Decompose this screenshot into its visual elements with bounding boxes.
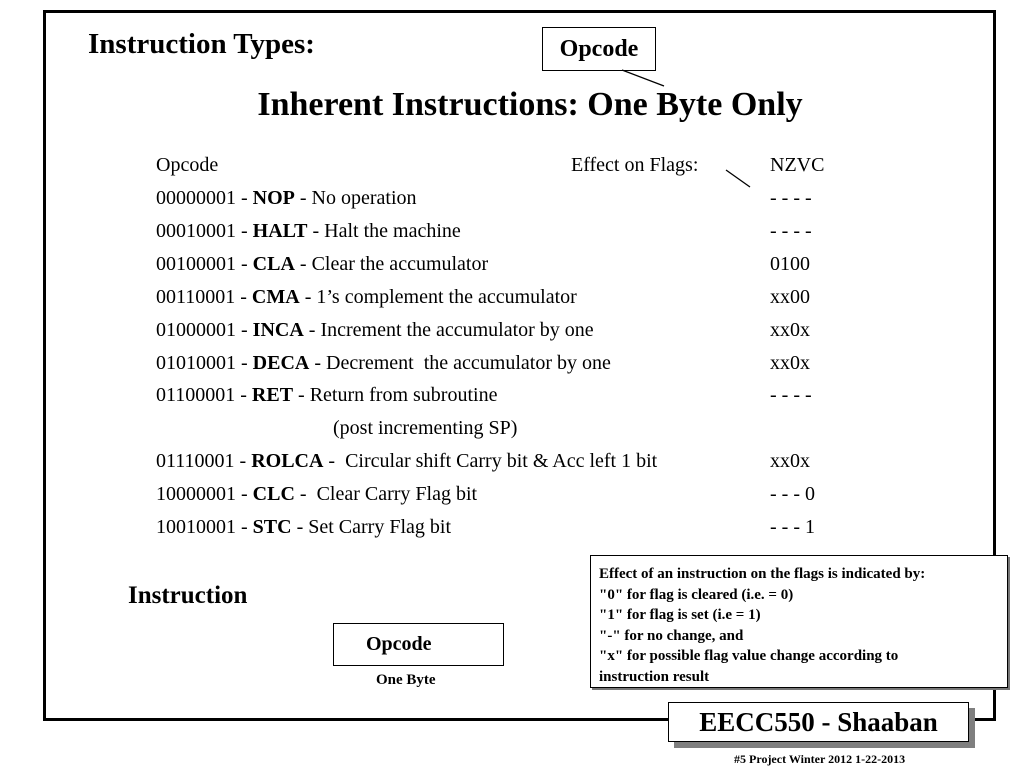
opcode-bits: 01110001 - [156,450,252,472]
mnemonic: CMA [251,286,300,308]
opcode-bits: 10010001 - [156,516,253,538]
instruction-row [156,220,461,243]
mnemonic: RET [251,384,294,406]
instruction-row [156,516,451,539]
instruction-row [156,286,577,309]
opcode-bits: 01000001 - [156,319,253,341]
instruction-row [156,187,417,210]
mnemonic: HALT [252,220,308,242]
instruction-row [156,384,497,407]
opcode-bits: 00000001 - [156,187,253,209]
opcode-bits: 10000001 - [156,483,253,505]
mnemonic: INCA [252,319,304,341]
instruction-row [156,319,594,342]
instruction-row [156,352,611,375]
instruction-description: - Clear the accumulator [294,253,489,275]
instruction-description: - Increment the accumulator by one [303,319,594,341]
flag-effect: - - - - [770,220,812,242]
legend-line: "0" for flag is cleared (i.e. = 0) [599,586,794,603]
mnemonic: DECA [252,352,310,374]
flag-effect: xx0x [770,450,810,472]
instruction-description: - No operation [294,187,417,209]
flag-effect: - - - - [770,384,812,406]
instruction-description: - Set Carry Flag bit [291,516,452,538]
instruction-description: - 1’s complement the accumulator [299,286,577,308]
instruction-description: - Halt the machine [307,220,461,242]
flag-effect: 0100 [770,253,810,275]
slide-title: Instruction Types: [88,28,315,60]
mnemonic: NOP [252,187,295,209]
instruction-row [156,450,657,473]
slide-heading: Inherent Instructions: One Byte Only [257,86,803,123]
instruction-description: - Circular shift Carry bit & Acc left 1 bit [323,450,658,472]
flag-effect: - - - 1 [770,516,815,538]
slide-footer: #5 Project Winter 2012 1-22-2013 [734,752,906,766]
instruction-description: - Clear Carry Flag bit [294,483,478,505]
legend-line: instruction result [599,668,710,685]
instruction-format-label: Instruction [128,582,248,609]
opcode-bits: 00010001 - [156,220,253,242]
legend-line: "1" for flag is set (i.e = 1) [599,607,761,623]
flag-effect: - - - 0 [770,483,815,505]
instruction-row [156,253,488,276]
instruction-description: - Return from subroutine [293,384,498,406]
legend-line: Effect of an instruction on the flags is indicated by: [599,566,926,582]
mnemonic: STC [252,516,292,538]
opcode-bits: 01010001 - [156,352,253,374]
ret-continuation: (post incrementing SP) [333,417,518,439]
legend-line: "-" for no change, and [599,627,744,644]
flag-effect: xx0x [770,319,810,341]
opcode-bits: 00110001 - [156,286,252,308]
opcode-bits: 00100001 - [156,253,253,275]
legend-line: "x" for possible flag value change according to [599,648,899,664]
instruction-description: - Decrement the accumulator by one [309,352,611,374]
mnemonic: CLA [252,253,295,275]
header-nzvc: NZVC [770,154,825,176]
mnemonic: ROLCA [251,450,324,472]
instruction-format-opcode-box: Opcode [333,623,504,666]
opcode-bits: 01100001 - [156,384,252,406]
flag-legend-box [590,555,1008,688]
flag-effect: xx0x [770,352,810,374]
course-badge: EECC550 - Shaaban [668,702,969,742]
flag-effect: xx00 [770,286,810,308]
header-opcode: Opcode [156,154,219,176]
instruction-size-label: One Byte [376,672,436,688]
flag-effect: - - - - [770,187,812,209]
instruction-row [156,483,477,506]
opcode-callout-box: Opcode [542,27,656,71]
header-effect-on-flags: Effect on Flags: [571,154,699,176]
mnemonic: CLC [252,483,295,505]
